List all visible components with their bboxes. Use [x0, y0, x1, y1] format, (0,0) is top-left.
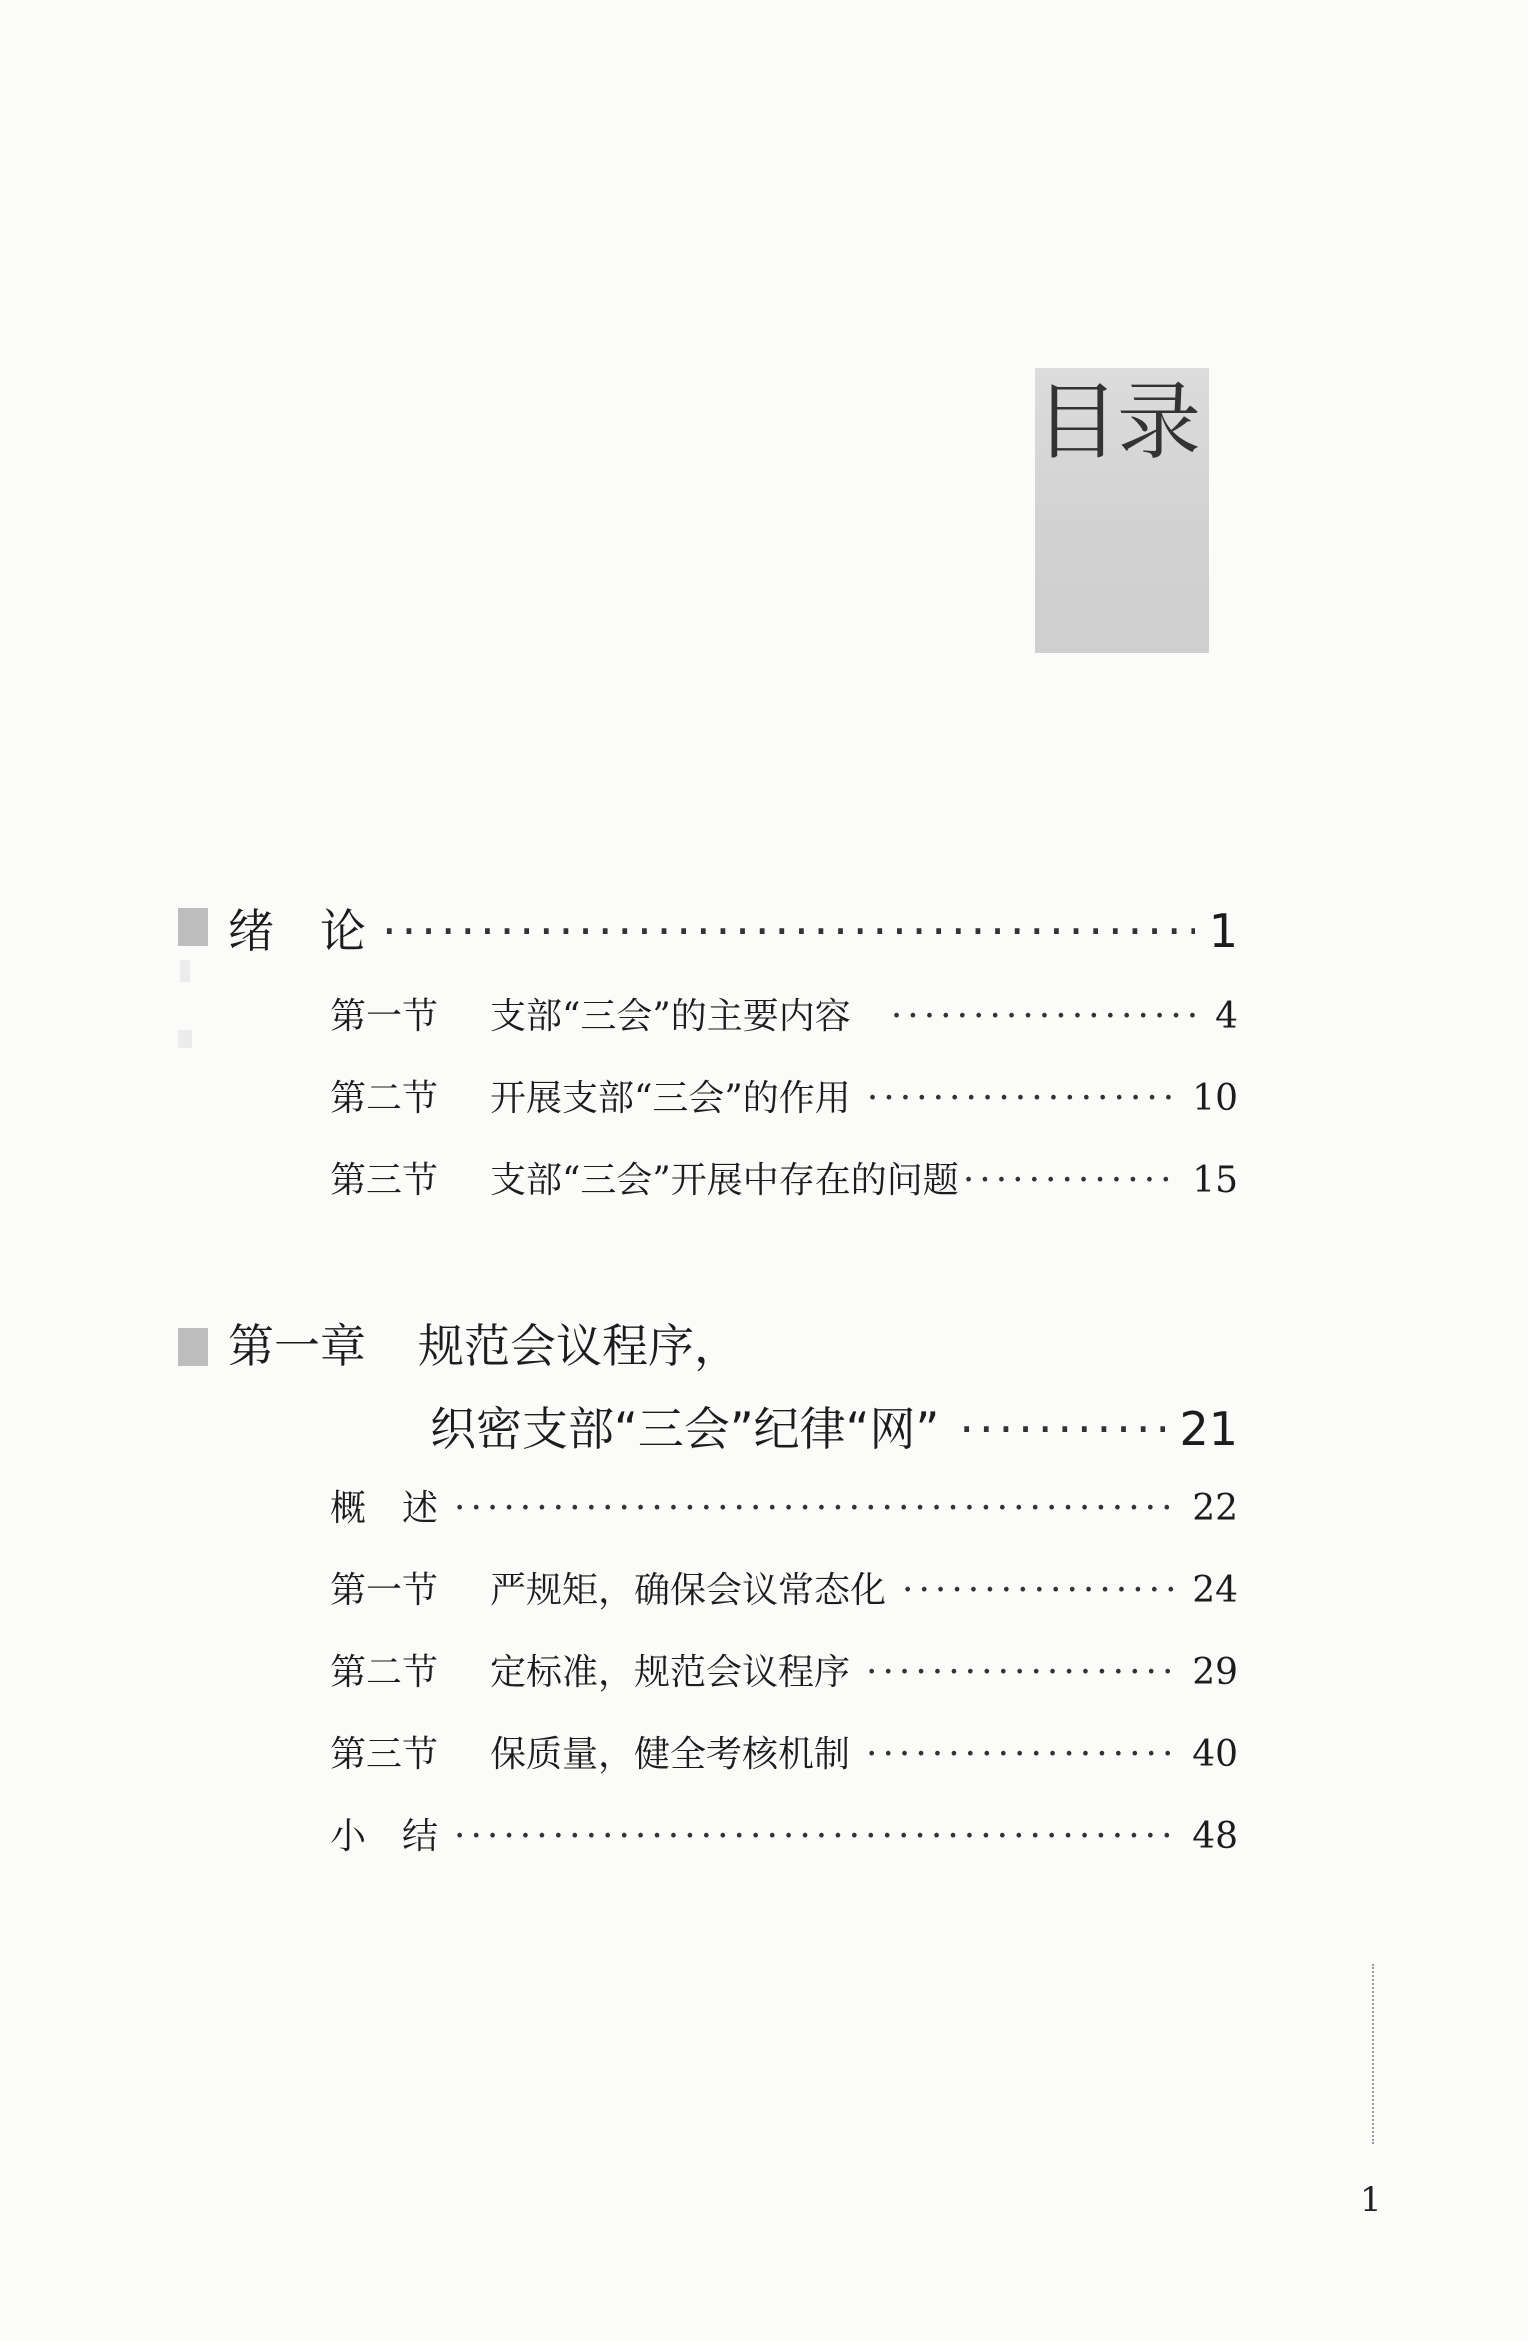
section-title: 定标准，规范会议程序	[490, 1652, 851, 1693]
chapter1-heading-line1[interactable]	[228, 1310, 740, 1376]
dot-leader	[959, 1402, 1165, 1456]
page-ref: 1	[1208, 904, 1238, 958]
margin-mark	[180, 960, 190, 982]
section-label: 第二节	[330, 1078, 439, 1119]
toc-entry-ch1-sec1[interactable]	[330, 1562, 1238, 1613]
page-ref: 24	[1192, 1570, 1238, 1611]
dot-leader	[866, 1734, 1178, 1775]
toc-entry-intro-sec2[interactable]	[330, 1070, 1238, 1121]
section-title: 保质量，健全考核机制	[490, 1734, 851, 1775]
dot-leader	[454, 1488, 1178, 1529]
page-ref: 21	[1179, 1402, 1238, 1456]
dot-leader	[867, 1078, 1178, 1119]
toc-entry-ch1-summary[interactable]	[330, 1808, 1238, 1859]
page-ref: 22	[1192, 1488, 1238, 1529]
toc-entry-intro[interactable]	[228, 895, 1238, 961]
section-label: 第二节	[330, 1652, 439, 1693]
toc-entry-intro-sec1[interactable]	[330, 988, 1238, 1039]
section-title: 支部“三会”的主要内容	[490, 996, 851, 1037]
section-title: 严规矩，确保会议常态化	[490, 1570, 887, 1611]
section-label: 第三节	[330, 1160, 439, 1201]
section-label: 第一节	[330, 996, 439, 1037]
page-ref: 10	[1192, 1078, 1238, 1119]
chapter-title-line2: 织密支部“三会”纪律“网”	[430, 1402, 940, 1456]
page-ref: 40	[1192, 1734, 1238, 1775]
page-ref: 48	[1192, 1816, 1238, 1857]
dot-leader	[902, 1570, 1178, 1611]
page-title: 目录	[1035, 373, 1200, 471]
page-ref: 29	[1192, 1652, 1238, 1693]
page-ref: 15	[1192, 1160, 1238, 1201]
intro-title-char1: 绪	[228, 904, 274, 958]
chapter-label: 第一章	[228, 1319, 366, 1373]
heading-marker	[178, 908, 208, 946]
toc-entry-ch1-sec2[interactable]	[330, 1644, 1238, 1695]
section-title: 支部“三会”开展中存在的问题	[490, 1160, 959, 1201]
toc-entry-ch1-overview[interactable]	[330, 1480, 1238, 1531]
toc-entry-ch1-sec3[interactable]	[330, 1726, 1238, 1777]
dot-leader	[963, 1160, 1178, 1201]
chapter-title-line1: 规范会议程序，	[418, 1319, 740, 1373]
chapter1-heading-line2[interactable]	[430, 1393, 1238, 1459]
margin-dotted-rule	[1372, 1964, 1374, 2144]
dot-leader	[454, 1816, 1178, 1857]
intro-title-char2: 论	[320, 904, 366, 958]
dot-leader	[891, 996, 1201, 1037]
page-ref: 4	[1215, 996, 1238, 1037]
toc-entry-intro-sec3[interactable]	[330, 1152, 1238, 1203]
heading-marker	[178, 1328, 208, 1366]
margin-mark	[178, 1030, 192, 1048]
entry-label: 概 述	[330, 1488, 439, 1529]
entry-label: 小 结	[330, 1816, 439, 1857]
dot-leader	[382, 904, 1195, 958]
section-label: 第三节	[330, 1734, 439, 1775]
page-number: 1	[1360, 2180, 1382, 2220]
dot-leader	[866, 1652, 1178, 1693]
section-label: 第一节	[330, 1570, 439, 1611]
section-title: 开展支部“三会”的作用	[490, 1078, 851, 1119]
